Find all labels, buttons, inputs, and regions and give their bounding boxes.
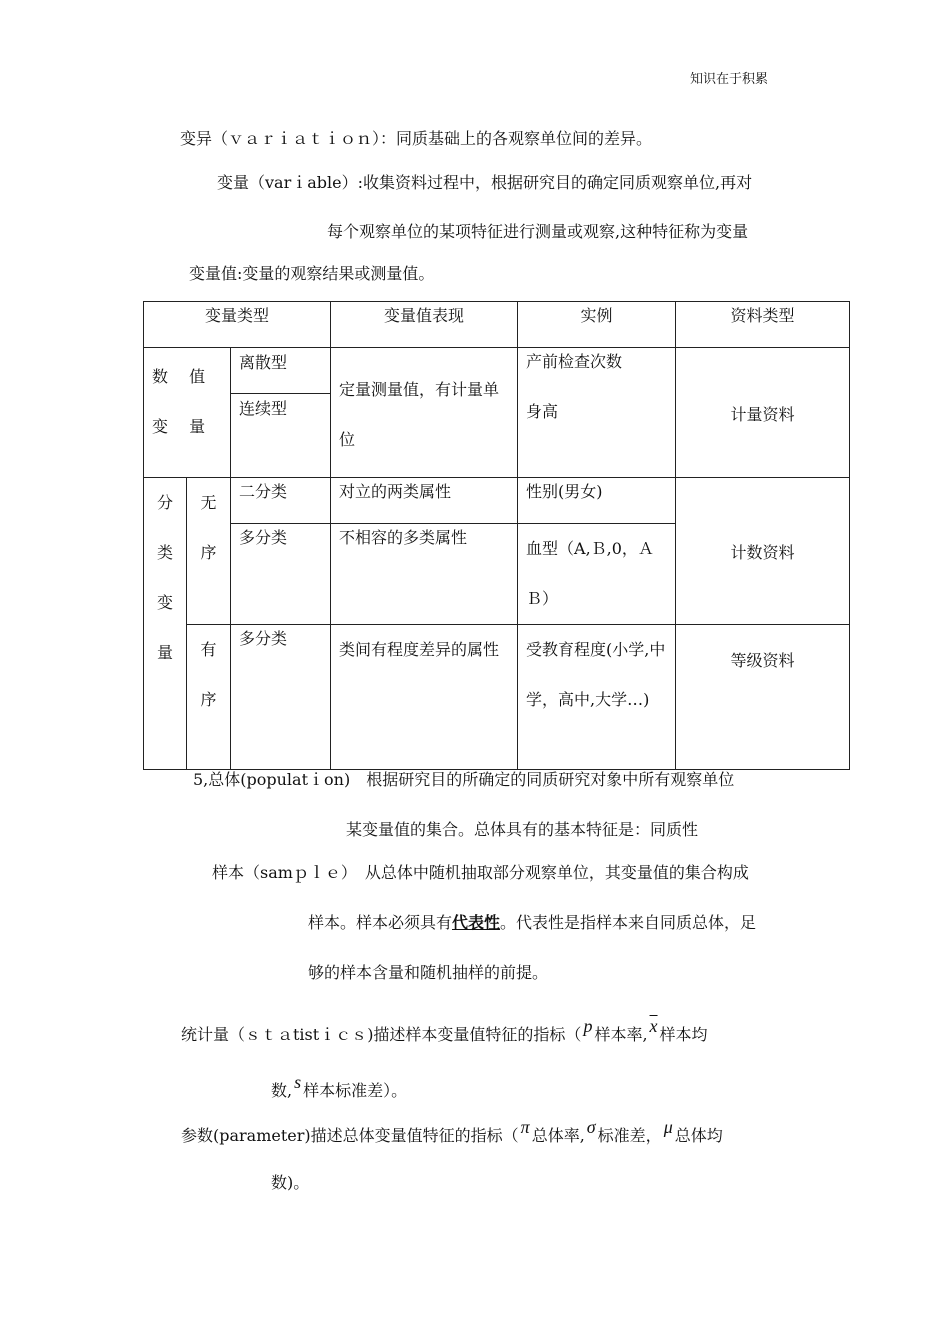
unordered-char-1: 无 (200, 493, 217, 512)
categorical-char-1: 分 (156, 493, 173, 512)
parameter-std-dev: 标准差， (597, 1126, 662, 1145)
example-continuous: 身高 (526, 402, 559, 421)
sample-definition-line2 (308, 910, 756, 933)
parameter-population-rate: 总体率, (531, 1126, 585, 1145)
sample-definition-line1: 样本（samｐｌｅ） 从总体中随机抽取部分观察单位，其变量值的集合构成 (212, 863, 749, 882)
example-binary: 性别(男女) (518, 478, 676, 524)
table-row-ordered (144, 625, 850, 770)
categorical-char-2: 类 (156, 543, 173, 562)
parameter-definition-line1 (181, 1117, 723, 1146)
statistic-line2-pre: 数, (271, 1081, 293, 1100)
sample-line2-pre: 样本。样本必须具有 (308, 913, 453, 932)
header-value-expression: 变量值表现 (331, 302, 518, 348)
symbol-x-bar: $\overline{x}$ (649, 1016, 658, 1036)
statistic-definition-line1 (181, 1016, 708, 1045)
parameter-pre: 参数(parameter)描述总体变量值特征的指标（ (181, 1126, 519, 1145)
header-variable-type: 变量类型 (144, 302, 331, 348)
categorical-char-3: 变 (156, 593, 173, 612)
ordered-char-1: 有 (200, 640, 217, 659)
data-type-count: 计数资料 (676, 478, 850, 625)
continuous-type: 连续型 (231, 394, 331, 478)
variable-value-definition: 变量值:变量的观察结果或测量值。 (189, 264, 435, 283)
symbol-sigma: σ (586, 1117, 596, 1137)
multi-ordered-type: 多分类 (231, 625, 331, 770)
quantitative-expression: 定量测量值，有计量单位 (331, 348, 518, 478)
header-data-type: 资料类型 (676, 302, 850, 348)
symbol-p: p (583, 1016, 593, 1036)
ordered-char-2: 序 (200, 690, 217, 709)
header-example: 实例 (518, 302, 676, 348)
categorical-char-4: 量 (156, 643, 173, 662)
page-header: 知识在于积累 (690, 72, 769, 87)
example-ordered: 受教育程度(小学,中学，高中,大学…) (518, 625, 676, 770)
variation-definition: 变异（ｖａｒｉａｔｉｏｎ）：同质基础上的各观察单位间的差异。 (180, 129, 653, 148)
multi-expression: 不相容的多类属性 (331, 524, 518, 625)
symbol-pi: π (520, 1117, 530, 1137)
numeric-variable-label: 数 值 变 量 (144, 348, 231, 478)
sample-line2-post: 。代表性是指样本来自同质总体，足 (500, 913, 757, 932)
representativeness-term: 代表性 (452, 913, 501, 932)
statistic-line2-post: 样本标准差）。 (303, 1081, 408, 1100)
binary-expression: 对立的两类属性 (331, 478, 518, 524)
symbol-s: s (294, 1072, 302, 1092)
unordered-char-2: 序 (200, 543, 217, 562)
ordered-expression: 类间有程度差异的属性 (331, 625, 518, 770)
table-header-row (144, 302, 850, 348)
table-row-discrete (144, 348, 850, 394)
variable-definition-line2: 每个观察单位的某项特征进行测量或观察,这种特征称为变量 (327, 222, 749, 241)
multi-type: 多分类 (231, 524, 331, 625)
data-type-measurement: 计量资料 (676, 348, 850, 478)
parameter-population-mean: 总体均 (674, 1126, 723, 1145)
binary-type: 二分类 (231, 478, 331, 524)
population-definition-line1: 5,总体(populatｉon) 根据研究目的所确定的同质研究对象中所有观察单位 (193, 770, 735, 789)
data-type-grade: 等级资料 (676, 625, 850, 770)
symbol-mu: μ (663, 1117, 673, 1137)
variable-definition-line1: 变量（varｉable）:收集资料过程中，根据研究目的确定同质观察单位,再对 (217, 173, 753, 192)
statistic-sample-rate: 样本率, (594, 1025, 648, 1044)
parameter-definition-line2: 数)。 (271, 1173, 310, 1192)
discrete-type: 离散型 (231, 348, 331, 394)
sample-definition-line3: 够的样本含量和随机抽样的前提。 (308, 963, 549, 982)
example-discrete: 产前检查次数 (526, 352, 623, 371)
population-definition-line2: 某变量值的集合。总体具有的基本特征是：同质性 (346, 820, 699, 839)
statistic-sample-mean: 样本均 (659, 1025, 708, 1044)
statistic-definition-line2 (271, 1072, 408, 1101)
statistic-pre: 统计量（ｓｔａtistｉｃｓ)描述样本变量值特征的指标（ (181, 1025, 582, 1044)
table-row-binary (144, 478, 850, 524)
variable-type-table (143, 301, 850, 770)
example-multi: 血型（A,Ｂ,0，ＡＢ） (518, 524, 676, 625)
